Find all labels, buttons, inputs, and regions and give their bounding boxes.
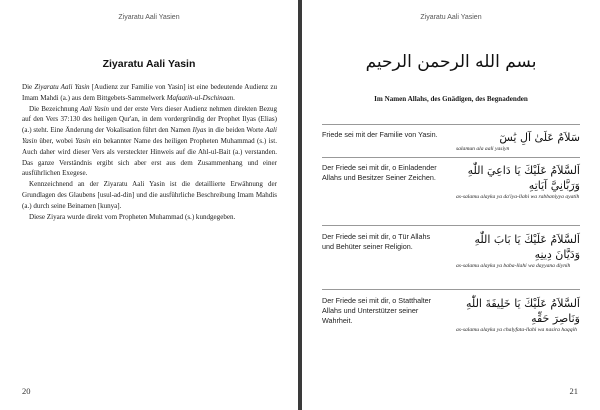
intro-paragraph	[22, 82, 277, 104]
basmala-calligraphy: بسم الله الرحمن الرحيم	[365, 52, 537, 72]
verse-german: Der Friede sei mit dir, o Statthalter Allahs und Unterstützer seiner Wahrheit.	[322, 296, 432, 326]
text-run: Die Bezeichnung	[29, 104, 81, 113]
verse-arabic: سَلاَمٌ عَلَىٰ آلِ يَٰسٓ	[499, 131, 580, 144]
verse-arabic: اَلسَّلاَمُ عَلَيْكَ يَا دَاعِيَ اللّٰهِ	[467, 164, 580, 177]
right-page	[302, 0, 600, 410]
verse-arabic: وَنَاصِرَ حَقِّهِ	[531, 312, 580, 325]
verse-german: Friede sei mit der Familie von Yasin.	[322, 130, 438, 139]
text-run: .	[233, 93, 235, 102]
italic-term: Ziyaratu Aali Yasin	[34, 83, 90, 91]
basmala-translation: Im Namen Allahs, des Gnädigen, des Begnadenden	[374, 95, 528, 103]
verse-transliteration: as-salamu alayka ya da'iya-llahi wa rabbaniyya ayatih	[456, 194, 580, 200]
text-run: über, wobei	[37, 136, 76, 145]
verse-arabic-block	[456, 130, 580, 155]
right-page-number: 21	[569, 386, 578, 396]
italic-term: Aali Yasin	[22, 126, 277, 145]
verse-divider	[322, 225, 580, 226]
intro-paragraph	[22, 104, 277, 180]
verse-transliteration: as-salamu alayka ya chalyfata-llahi wa nasira haqqih	[456, 327, 577, 333]
italic-term: Ilyas	[192, 126, 207, 135]
left-running-header: Ziyaratu Aali Yasien	[118, 14, 180, 21]
text-run: Diese Ziyara wurde direkt vom Propheten Muhammad (s.) kundgegeben.	[29, 212, 236, 221]
text-run: ein bekannter Name des heiligen Propheten Muhammad (s.) ist. Auch daher wird dieser Vers als versteckter Hinweis auf die Ahl-ul-Bait (a.) verstanden. Das ganze Verständnis ergibt sich aber erst aus dem Zusammenhang und einer ausführlichen Exegese.	[22, 136, 277, 178]
verse-arabic: اَلسَّلاَمُ عَلَيْكَ يَا خَلِيفَةَ اللّٰهِ	[466, 297, 580, 310]
verse-transliteration: salamun ala aali yasiyn	[456, 146, 510, 152]
intro-text	[22, 82, 277, 222]
verse-arabic: اَلسَّلاَمُ عَلَيْكَ يَا بَابَ اللّٰهِ	[474, 233, 580, 246]
verse-german: Der Friede sei mit dir, o Tür Allahs und Behüter seiner Religion.	[322, 232, 431, 252]
right-running-header: Ziyaratu Aali Yasien	[420, 14, 482, 21]
left-page-number: 20	[22, 386, 31, 396]
chapter-title: Ziyaratu Aali Yasin	[102, 58, 196, 70]
verse-arabic: وَرَبَّانِيَّ آيَاتِهِ	[528, 179, 580, 192]
verse-german: Der Friede sei mit dir, o Einladender Allahs und Besitzer Seiner Zeichen.	[322, 163, 437, 183]
text-run: Kennzeichnend an der Ziyaratu Aali Yasin ist die detaillierte Erwähnung der Grundlagen des Glaubens [usul-ad-din] und die ausführliche Beschreibung Imam Mahdis (a.) durch seine Beinamen [kunya].	[22, 180, 277, 210]
intro-paragraph	[22, 212, 277, 223]
verse-divider	[322, 157, 580, 158]
intro-paragraph	[22, 179, 277, 211]
verse-arabic: وَدَيَّانَ دِينِهِ	[534, 248, 580, 261]
italic-term: Yasin	[75, 136, 91, 145]
verse-transliteration: as-salamu alayka ya baba-llahi wa dayyana diynih	[456, 263, 571, 269]
text-run: in die beiden Worte	[206, 126, 266, 135]
verse-arabic-block	[456, 163, 580, 203]
italic-term: Aali Yasin	[80, 104, 110, 113]
italic-term: Mafaatih-ul-Dschinaan	[166, 93, 234, 102]
verse-divider	[322, 124, 580, 125]
text-run: und der erste Vers dieser Audienz nehmen direkten Bezug auf den Vers 37:130 des heiligen Qur'an, in dem vordergründig der Prophet Ilyas (Elias) (a.) steht. Eine Änderung der Vokalisation führt den Namen	[22, 104, 277, 135]
left-page	[0, 0, 298, 410]
text-run: Die	[22, 83, 35, 91]
verse-divider	[322, 289, 580, 290]
verse-arabic-block	[456, 296, 580, 336]
text-run: [Audienz zur Familie von Yasin] ist eine bedeutende Audienz zu Imam Mahdi (a.) aus dem Bittgebets-Sammelwerk	[22, 83, 278, 102]
verse-arabic-block	[456, 232, 580, 272]
